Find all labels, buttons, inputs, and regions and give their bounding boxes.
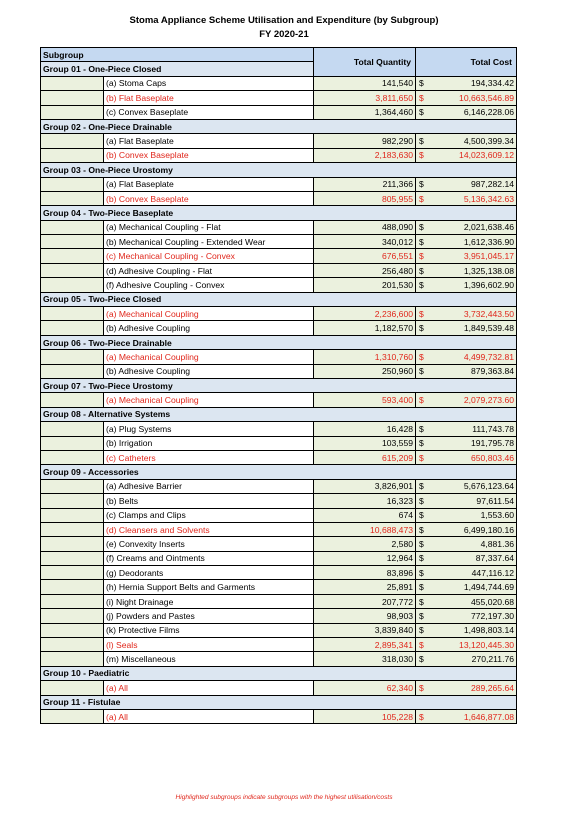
subgroup-row: [41, 638, 517, 652]
subgroup-header: Subgroup: [41, 48, 314, 62]
subgroup-row: [41, 263, 517, 277]
row-indent: [41, 522, 104, 536]
subgroup-name: (a) Mechanical Coupling - Flat: [104, 220, 314, 234]
group-cost-cell: [416, 695, 517, 709]
subgroup-row: [41, 422, 517, 436]
group-name: Group 07 - Two-Piece Urostomy: [41, 378, 314, 392]
row-indent: [41, 681, 104, 695]
subgroup-name: (a) Plug Systems: [104, 422, 314, 436]
total-quantity: 2,580: [314, 537, 416, 551]
currency-symbol: $: [416, 263, 430, 277]
total-quantity: 2,183,630: [314, 148, 416, 162]
group-row: [41, 666, 517, 680]
subgroup-name: (e) Convexity Inserts: [104, 537, 314, 551]
total-cost: 1,494,744.69: [430, 580, 517, 594]
subgroup-row: [41, 307, 517, 321]
total-cost: 14,023,609.12: [430, 148, 517, 162]
total-quantity: 141,540: [314, 76, 416, 90]
subgroup-row: [41, 623, 517, 637]
total-cost: 289,265.64: [430, 681, 517, 695]
row-indent: [41, 134, 104, 148]
row-indent: [41, 594, 104, 608]
subgroup-name: (b) Flat Baseplate: [104, 91, 314, 105]
row-indent: [41, 450, 104, 464]
group-qty-cell: [314, 292, 416, 306]
subgroup-row: [41, 177, 517, 191]
subgroup-name: (a) Flat Baseplate: [104, 177, 314, 191]
subgroup-name: (f) Creams and Ointments: [104, 551, 314, 565]
subgroup-row: [41, 249, 517, 263]
subgroup-name: (a) Adhesive Barrier: [104, 479, 314, 493]
row-indent: [41, 580, 104, 594]
subgroup-name: (c) Mechanical Coupling - Convex: [104, 249, 314, 263]
currency-symbol: $: [416, 134, 430, 148]
row-indent: [41, 263, 104, 277]
row-indent: [41, 148, 104, 162]
currency-symbol: $: [416, 220, 430, 234]
total-cost: 1,325,138.08: [430, 263, 517, 277]
total-cost: 455,020.68: [430, 594, 517, 608]
total-cost: 97,611.54: [430, 494, 517, 508]
total-quantity: 105,228: [314, 709, 416, 723]
group-qty-cell: [314, 163, 416, 177]
group-name: Group 09 - Accessories: [41, 465, 314, 479]
group-cost-cell: [416, 335, 517, 349]
currency-symbol: $: [416, 609, 430, 623]
subgroup-name: (a) Flat Baseplate: [104, 134, 314, 148]
subgroup-name: (c) Clamps and Clips: [104, 508, 314, 522]
row-indent: [41, 537, 104, 551]
group-name: Group 04 - Two-Piece Baseplate: [41, 206, 314, 220]
row-indent: [41, 508, 104, 522]
currency-symbol: $: [416, 652, 430, 666]
row-indent: [41, 494, 104, 508]
total-quantity: 805,955: [314, 191, 416, 205]
group-row: [41, 407, 517, 421]
subgroup-name: (i) Night Drainage: [104, 594, 314, 608]
total-quantity: 201,530: [314, 278, 416, 292]
subgroup-row: [41, 220, 517, 234]
group-qty-cell: [314, 407, 416, 421]
currency-symbol: $: [416, 522, 430, 536]
subgroup-name: (d) Adhesive Coupling - Flat: [104, 263, 314, 277]
group-qty-cell: [314, 206, 416, 220]
group-cost-cell: [416, 292, 517, 306]
total-cost: 1,396,602.90: [430, 278, 517, 292]
footnote: Highlighted subgroups indicate subgroups with the highest utilisation/costs: [175, 794, 393, 801]
total-quantity: 2,236,600: [314, 307, 416, 321]
row-indent: [41, 220, 104, 234]
total-cost: 1,849,539.48: [430, 321, 517, 335]
currency-symbol: $: [416, 479, 430, 493]
currency-symbol: $: [416, 450, 430, 464]
currency-symbol: $: [416, 148, 430, 162]
total-cost: 2,079,273.60: [430, 393, 517, 407]
subgroup-row: [41, 566, 517, 580]
total-quantity: 488,090: [314, 220, 416, 234]
currency-symbol: $: [416, 494, 430, 508]
currency-symbol: $: [416, 105, 430, 119]
total-cost: 111,743.78: [430, 422, 517, 436]
currency-symbol: $: [416, 580, 430, 594]
total-quantity: 16,428: [314, 422, 416, 436]
currency-symbol: $: [416, 321, 430, 335]
row-indent: [41, 709, 104, 723]
total-cost: 87,337.64: [430, 551, 517, 565]
row-indent: [41, 350, 104, 364]
currency-symbol: $: [416, 76, 430, 90]
subgroup-row: [41, 450, 517, 464]
group-qty-cell: [314, 465, 416, 479]
total-cost: 270,211.76: [430, 652, 517, 666]
subgroup-row: [41, 681, 517, 695]
subgroup-name: (a) All: [104, 709, 314, 723]
group-row: [41, 206, 517, 220]
group-row: [41, 119, 517, 133]
subgroup-name: (k) Protective Films: [104, 623, 314, 637]
row-indent: [41, 249, 104, 263]
total-quantity: 3,826,901: [314, 479, 416, 493]
group-cost-cell: [416, 163, 517, 177]
total-cost: 3,951,045.17: [430, 249, 517, 263]
subgroup-row: [41, 580, 517, 594]
total-quantity: 1,310,760: [314, 350, 416, 364]
total-quantity: 318,030: [314, 652, 416, 666]
currency-symbol: $: [416, 177, 430, 191]
row-indent: [41, 364, 104, 378]
currency-symbol: $: [416, 594, 430, 608]
currency-symbol: $: [416, 235, 430, 249]
group-name: Group 02 - One-Piece Drainable: [41, 119, 314, 133]
subgroup-row: [41, 321, 517, 335]
total-quantity: 593,400: [314, 393, 416, 407]
total-cost: 4,499,732.81: [430, 350, 517, 364]
currency-symbol: $: [416, 537, 430, 551]
group-name: Group 11 - Fistulae: [41, 695, 314, 709]
subgroup-row: [41, 393, 517, 407]
row-indent: [41, 422, 104, 436]
group-cost-cell: [416, 465, 517, 479]
row-indent: [41, 609, 104, 623]
subgroup-row: [41, 594, 517, 608]
report-title: Stoma Appliance Scheme Utilisation and Expenditure (by Subgroup): [129, 15, 439, 26]
total-quantity: 674: [314, 508, 416, 522]
subgroup-name: (a) All: [104, 681, 314, 695]
subgroup-name: (m) Miscellaneous: [104, 652, 314, 666]
total-quantity: 98,903: [314, 609, 416, 623]
subgroup-name: (g) Deodorants: [104, 566, 314, 580]
total-quantity: 1,182,570: [314, 321, 416, 335]
total-quantity: 83,896: [314, 566, 416, 580]
subgroup-name: (h) Hernia Support Belts and Garments: [104, 580, 314, 594]
total-cost: 5,136,342.63: [430, 191, 517, 205]
row-indent: [41, 177, 104, 191]
subgroup-name: (d) Cleansers and Solvents: [104, 522, 314, 536]
group-qty-cell: [314, 666, 416, 680]
total-quantity: 3,811,650: [314, 91, 416, 105]
currency-symbol: $: [416, 638, 430, 652]
subgroup-row: [41, 522, 517, 536]
subgroup-name: (f) Adhesive Coupling - Convex: [104, 278, 314, 292]
total-quantity: 12,964: [314, 551, 416, 565]
subgroup-name: (a) Stoma Caps: [104, 76, 314, 90]
subgroup-name: (b) Adhesive Coupling: [104, 321, 314, 335]
group-row: [41, 695, 517, 709]
total-quantity: 1,364,460: [314, 105, 416, 119]
subgroup-name: (c) Convex Baseplate: [104, 105, 314, 119]
total-cost: 3,732,443.50: [430, 307, 517, 321]
currency-symbol: $: [416, 436, 430, 450]
row-indent: [41, 436, 104, 450]
group-cost-cell: [416, 119, 517, 133]
total-quantity-header: Total Quantity: [314, 48, 416, 77]
group-row: [41, 378, 517, 392]
group-qty-cell: [314, 378, 416, 392]
currency-symbol: $: [416, 623, 430, 637]
total-quantity: 3,839,840: [314, 623, 416, 637]
total-quantity: 103,559: [314, 436, 416, 450]
currency-symbol: $: [416, 393, 430, 407]
group-name: Group 10 - Paediatric: [41, 666, 314, 680]
subgroup-name: (b) Mechanical Coupling - Extended Wear: [104, 235, 314, 249]
total-cost: 987,282.14: [430, 177, 517, 191]
currency-symbol: $: [416, 422, 430, 436]
row-indent: [41, 479, 104, 493]
total-cost: 2,021,638.46: [430, 220, 517, 234]
row-indent: [41, 652, 104, 666]
group-cost-cell: [416, 378, 517, 392]
subgroup-name: (a) Mechanical Coupling: [104, 393, 314, 407]
total-quantity: 250,960: [314, 364, 416, 378]
subgroup-row: [41, 76, 517, 90]
currency-symbol: $: [416, 681, 430, 695]
row-indent: [41, 76, 104, 90]
currency-symbol: $: [416, 278, 430, 292]
row-indent: [41, 623, 104, 637]
total-cost: 650,803.46: [430, 450, 517, 464]
group-name: Group 05 - Two-Piece Closed: [41, 292, 314, 306]
total-cost: 1,498,803.14: [430, 623, 517, 637]
row-indent: [41, 551, 104, 565]
total-quantity: 25,891: [314, 580, 416, 594]
subgroup-row: [41, 609, 517, 623]
expenditure-table: [40, 47, 517, 724]
group-name: Group 01 - One-Piece Closed: [41, 62, 314, 76]
subgroup-row: [41, 479, 517, 493]
total-cost: 5,676,123.64: [430, 479, 517, 493]
group-row: [41, 292, 517, 306]
currency-symbol: $: [416, 350, 430, 364]
group-name: Group 06 - Two-Piece Drainable: [41, 335, 314, 349]
total-cost: 191,795.78: [430, 436, 517, 450]
total-quantity: 340,012: [314, 235, 416, 249]
table-header-row: [41, 48, 517, 62]
total-quantity: 10,688,473: [314, 522, 416, 536]
row-indent: [41, 105, 104, 119]
subgroup-name: (c) Catheters: [104, 450, 314, 464]
subgroup-row: [41, 350, 517, 364]
currency-symbol: $: [416, 91, 430, 105]
group-qty-cell: [314, 695, 416, 709]
subgroup-row: [41, 508, 517, 522]
subgroup-name: (j) Powders and Pastes: [104, 609, 314, 623]
subgroup-row: [41, 278, 517, 292]
total-cost-header: Total Cost: [416, 48, 517, 77]
row-indent: [41, 566, 104, 580]
subgroup-row: [41, 191, 517, 205]
subgroup-row: [41, 494, 517, 508]
row-indent: [41, 235, 104, 249]
subgroup-row: [41, 537, 517, 551]
group-row: [41, 335, 517, 349]
row-indent: [41, 307, 104, 321]
group-qty-cell: [314, 335, 416, 349]
report-subtitle: FY 2020-21: [259, 29, 309, 40]
currency-symbol: $: [416, 551, 430, 565]
subgroup-row: [41, 364, 517, 378]
row-indent: [41, 278, 104, 292]
row-indent: [41, 91, 104, 105]
total-cost: 10,663,546.89: [430, 91, 517, 105]
total-cost: 447,116.12: [430, 566, 517, 580]
group-cost-cell: [416, 666, 517, 680]
row-indent: [41, 191, 104, 205]
currency-symbol: $: [416, 249, 430, 263]
total-cost: 772,197.30: [430, 609, 517, 623]
group-row: [41, 163, 517, 177]
total-cost: 1,553.60: [430, 508, 517, 522]
group-cost-cell: [416, 206, 517, 220]
subgroup-name: (b) Irrigation: [104, 436, 314, 450]
subgroup-name: (a) Mechanical Coupling: [104, 350, 314, 364]
currency-symbol: $: [416, 709, 430, 723]
currency-symbol: $: [416, 191, 430, 205]
total-quantity: 615,209: [314, 450, 416, 464]
subgroup-row: [41, 709, 517, 723]
total-quantity: 256,480: [314, 263, 416, 277]
subgroup-name: (l) Seals: [104, 638, 314, 652]
row-indent: [41, 321, 104, 335]
subgroup-row: [41, 235, 517, 249]
total-quantity: 16,323: [314, 494, 416, 508]
total-cost: 4,500,399.34: [430, 134, 517, 148]
subgroup-row: [41, 436, 517, 450]
subgroup-row: [41, 134, 517, 148]
currency-symbol: $: [416, 566, 430, 580]
group-row: [41, 465, 517, 479]
subgroup-row: [41, 105, 517, 119]
row-indent: [41, 393, 104, 407]
total-cost: 6,499,180.16: [430, 522, 517, 536]
total-cost: 879,363.84: [430, 364, 517, 378]
total-cost: 194,334.42: [430, 76, 517, 90]
total-quantity: 2,895,341: [314, 638, 416, 652]
group-cost-cell: [416, 407, 517, 421]
group-qty-cell: [314, 119, 416, 133]
currency-symbol: $: [416, 307, 430, 321]
total-cost: 13,120,445.30: [430, 638, 517, 652]
total-cost: 1,646,877.08: [430, 709, 517, 723]
total-cost: 6,146,228.06: [430, 105, 517, 119]
subgroup-name: (b) Convex Baseplate: [104, 191, 314, 205]
total-quantity: 676,551: [314, 249, 416, 263]
subgroup-row: [41, 551, 517, 565]
row-indent: [41, 638, 104, 652]
currency-symbol: $: [416, 508, 430, 522]
subgroup-row: [41, 148, 517, 162]
total-cost: 4,881.36: [430, 537, 517, 551]
total-quantity: 62,340: [314, 681, 416, 695]
subgroup-row: [41, 91, 517, 105]
total-quantity: 211,366: [314, 177, 416, 191]
subgroup-name: (b) Adhesive Coupling: [104, 364, 314, 378]
group-name: Group 08 - Alternative Systems: [41, 407, 314, 421]
group-name: Group 03 - One-Piece Urostomy: [41, 163, 314, 177]
currency-symbol: $: [416, 364, 430, 378]
subgroup-row: [41, 652, 517, 666]
subgroup-name: (b) Belts: [104, 494, 314, 508]
subgroup-name: (a) Mechanical Coupling: [104, 307, 314, 321]
total-quantity: 207,772: [314, 594, 416, 608]
total-quantity: 982,290: [314, 134, 416, 148]
subgroup-name: (b) Convex Baseplate: [104, 148, 314, 162]
total-cost: 1,612,336.90: [430, 235, 517, 249]
